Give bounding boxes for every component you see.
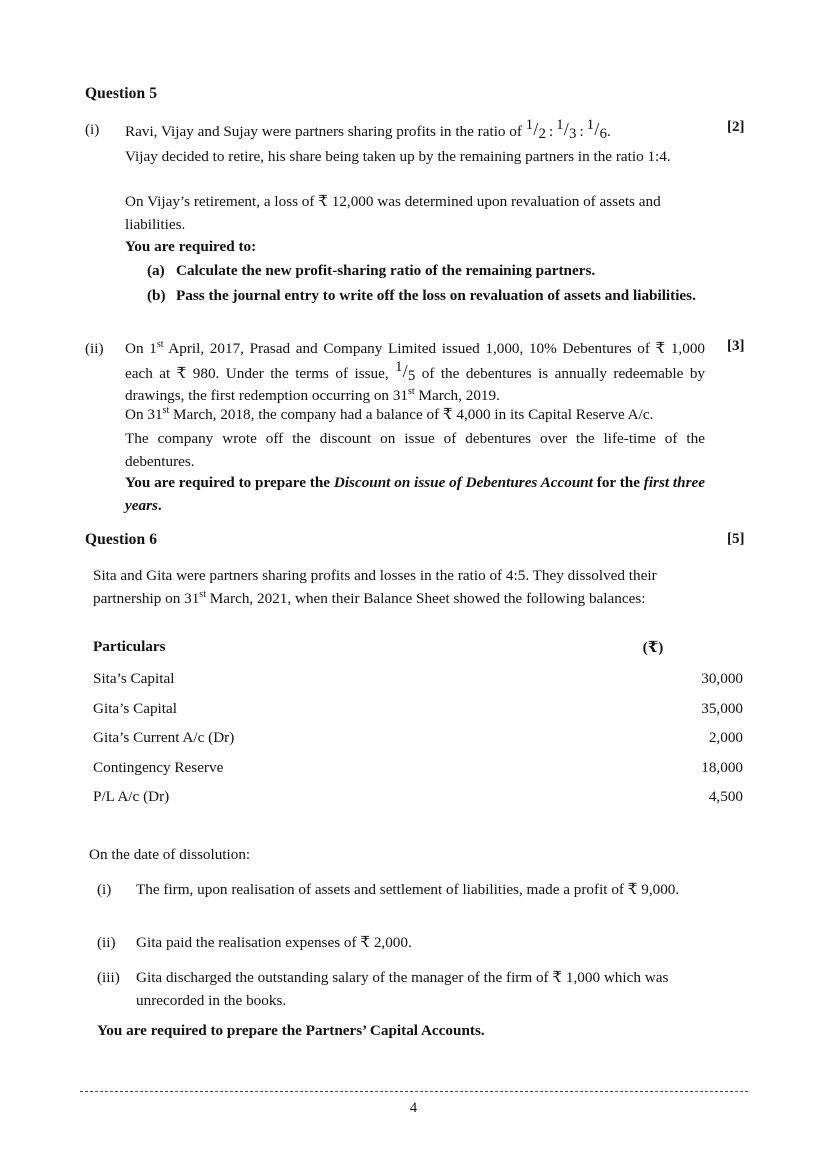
q5ii-p1-d: March, 2019. [414, 387, 500, 405]
q5i-intro-text: Ravi, Vijay and Sujay were partners sharing profits in the ratio of [125, 123, 526, 140]
q5ii-p1-a: On 1 [125, 340, 157, 357]
question-5-part-ii-paragraph-3: The company wrote off the discount on issue of debentures over the life-time of the debentures. [125, 430, 705, 470]
column-header-particulars: Particulars [93, 638, 166, 655]
q6-intro-b: March, 2021, when their Balance Sheet showed the following balances: [205, 589, 646, 607]
row-label-pl-ac: P/L A/c (Dr) [93, 788, 170, 805]
first-three-years-emphasis: first three years [125, 474, 705, 514]
dissolution-item-ii-label: (ii) [97, 934, 116, 951]
table-body [93, 670, 743, 818]
question-6-heading: Question 6 [85, 531, 158, 548]
question-5-part-ii-required-text [125, 472, 705, 517]
q6-intro-a: Sita and Gita were partners sharing profits and losses in the ratio of 4:5. They dissolved their partnership on 31 [93, 567, 657, 607]
question-5-part-i-subpart-b-label: (b) [147, 287, 166, 304]
fraction-one-half: 1/2 [525, 116, 546, 143]
ordinal-suffix-st-4: st [199, 588, 206, 600]
question-5-part-i-paragraph-3: On Vijay’s retirement, a loss of ₹ 12,000 was determined upon revaluation of assets and liabilities. [125, 193, 661, 233]
dissolution-item-i-label: (i) [97, 881, 112, 898]
dissolution-label: On the date of dissolution: [89, 846, 251, 863]
table-row [93, 700, 743, 730]
row-label-gitas-capital: Gita’s Capital [93, 699, 177, 717]
balances-table [93, 638, 743, 818]
table-row [93, 670, 743, 700]
question-5-part-ii-paragraph-1 [125, 338, 705, 408]
footer-divider [80, 1091, 748, 1092]
q5ii-p4-c: . [157, 496, 162, 514]
question-5-part-i-subpart-b-text: Pass the journal entry to write off the loss on revaluation of assets and liabilities. [176, 287, 696, 304]
dissolution-item-iii-text: Gita discharged the outstanding salary of the manager of the firm of ₹ 1,000 which was unrecorded in the books. [136, 969, 669, 1009]
question-6-required-text: You are required to prepare the Partners’ Capital Accounts. [97, 1022, 485, 1039]
row-amount-sitas-capital: 30,000 [701, 670, 743, 687]
question-5-heading: Question 5 [85, 85, 158, 102]
page-number: 4 [409, 1100, 418, 1116]
dissolution-item-ii-text: Gita paid the realisation expenses of ₹ 2,000. [136, 934, 412, 951]
ratio-colon-1: : [545, 123, 557, 140]
row-amount-pl-ac: 4,500 [708, 788, 743, 805]
row-label-gitas-current-ac: Gita’s Current A/c (Dr) [93, 729, 235, 746]
q5ii-p2-b: March, 2018, the company had a balance of ₹ 4,000 in its Capital Reserve A/c. [169, 406, 654, 423]
question-5-part-ii-paragraph-2 [125, 404, 705, 427]
fraction-one-third: 1/3 [556, 116, 577, 143]
question-5-part-i-marks: [2] [727, 119, 745, 135]
question-5-part-i-paragraph-2: Vijay decided to retire, his share being taken up by the remaining partners in the ratio 1:4. [125, 148, 671, 165]
discount-account-title: Discount on issue of Debentures Account [333, 474, 593, 491]
row-amount-gitas-capital: 35,000 [701, 699, 743, 717]
question-5-part-i-subpart-a-label: (a) [147, 262, 165, 279]
table-header-row [93, 638, 743, 670]
q5ii-p1-b: April, 2017, Prasad and Company Limited issued 1,000, 10% Debentures of ₹ 1,000 each at ₹ 980. Under the terms of issue, [125, 340, 706, 382]
question-5-part-ii-label: (ii) [85, 340, 104, 357]
q5ii-p4-a: You are required to prepare the [125, 474, 334, 491]
question-6-intro [93, 565, 683, 610]
question-5-part-i-label: (i) [85, 121, 100, 138]
row-amount-contingency-reserve: 18,000 [701, 758, 743, 776]
q5ii-p4-b: for the [592, 474, 644, 491]
q5ii-p2-a: On 31 [125, 406, 163, 423]
q5ii-p1-c: of the debentures is annually redeemable by drawings, the first redemption occurring on 31 [125, 364, 706, 405]
dissolution-item-i-text: The firm, upon realisation of assets and settlement of liabilities, made a profit of ₹ 9,000. [136, 881, 680, 898]
row-label-contingency-reserve: Contingency Reserve [93, 758, 224, 776]
column-header-amount: (₹) [642, 639, 664, 656]
question-6-marks: [5] [727, 531, 745, 547]
q5i-period: . [606, 123, 611, 140]
question-5-part-ii-marks: [3] [727, 338, 745, 354]
table-row [93, 788, 743, 818]
question-5-part-i-subpart-a-text: Calculate the new profit-sharing ratio of the remaining partners. [176, 262, 596, 279]
question-5-part-i-paragraph-1 [125, 116, 715, 144]
ordinal-suffix-st-3: st [162, 404, 170, 416]
question-5-part-i-required-label: You are required to: [125, 238, 257, 255]
ratio-colon-2: : [576, 123, 587, 140]
dissolution-item-iii-label: (iii) [97, 969, 120, 986]
table-row [93, 729, 743, 759]
fraction-one-sixth: 1/6 [586, 116, 607, 143]
fraction-one-fifth: 1/5 [395, 358, 416, 384]
row-label-sitas-capital: Sita’s Capital [93, 670, 175, 687]
ordinal-suffix-st: st [156, 338, 164, 350]
table-row [93, 759, 743, 789]
ordinal-suffix-st-2: st [408, 386, 415, 398]
row-amount-gitas-current-ac: 2,000 [708, 729, 743, 746]
